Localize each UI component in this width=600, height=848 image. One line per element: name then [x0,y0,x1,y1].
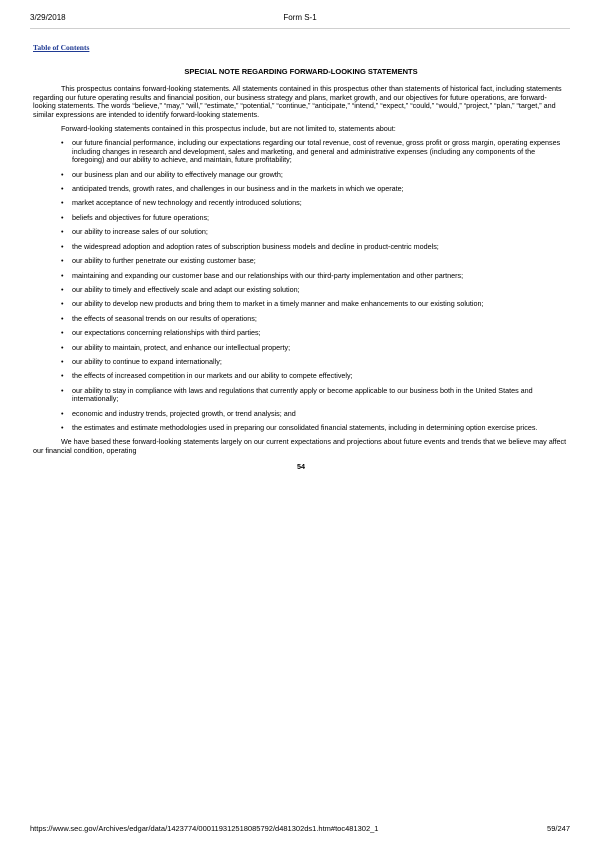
list-item-text: our ability to increase sales of our solution; [72,227,208,237]
bullet-icon: • [61,270,64,280]
lead-paragraph: Forward-looking statements contained in this prospectus include, but are not limited to, statements about: [61,124,396,134]
bullet-icon: • [61,422,64,432]
list-item [61,372,569,380]
bullet-icon: • [61,212,64,222]
closing-paragraph: We have based these forward-looking statements largely on our current expectations and projections about future events and trends that we believe may affect our financial condition, operating [33,437,567,455]
list-item [61,387,569,404]
list-item-text: beliefs and objectives for future operations; [72,212,210,222]
list-item-text: market acceptance of new technology and recently introduced solutions; [72,198,302,208]
footer-url[interactable]: https://www.sec.gov/Archives/edgar/data/1423774/000119312518085792/d481302ds1.htm#toc481302_1 [30,824,379,833]
table-of-contents-link[interactable]: Table of Contents [33,43,90,52]
bullet-icon: • [61,385,64,395]
list-item-text: anticipated trends, growth rates, and challenges in our business and in the markets in which we operate; [72,184,404,194]
forward-looking-list [33,139,569,432]
footer-page-count: 59/247 [547,824,570,833]
page-number: 54 [297,462,305,472]
list-item-text: our ability to develop new products and bring them to market in a timely manner and make enhancements to our existing solution; [72,299,484,309]
list-item [61,171,569,179]
bullet-icon: • [61,284,64,294]
list-item [61,410,569,418]
list-item-text: economic and industry trends, projected growth, or trend analysis; and [72,408,296,418]
list-item [61,214,569,222]
list-item [61,315,569,323]
list-item [61,286,569,294]
bullet-icon: • [61,227,64,237]
list-item [61,139,569,164]
form-name: Form S-1 [283,13,317,22]
list-item [61,358,569,366]
list-item [61,228,569,236]
list-item [61,272,569,280]
list-item [61,199,569,207]
list-item-text: our ability to further penetrate our existing customer base; [72,256,256,266]
bullet-icon: • [61,408,64,418]
list-item [61,344,569,352]
bullet-icon: • [61,356,64,366]
list-item-text: our ability to maintain, protect, and enhance our intellectual property; [72,342,291,352]
list-item [61,300,569,308]
document-body [33,68,569,472]
list-item-text: the effects of seasonal trends on our results of operations; [72,313,257,323]
list-item [61,243,569,251]
list-item-text: our ability to timely and effectively scale and adapt our existing solution; [72,284,300,294]
page-footer [30,824,570,834]
intro-paragraph: This prospectus contains forward-looking statements. All statements contained in this prospectus other than statements of historical fact, including statements regarding our future operating results and financial position, our business strategy and plans, market growth, and our objectives for future operations, are forward-looking statements. The words “believe,” “may,” “will,” “estimate,” “potential,” “continue,” “anticipate,” “intend,” “expect,” “could,” “would,” “project,” “plan,” “target,” and similar expressions are intended to identify forward-looking statements. [33,84,562,119]
bullet-icon: • [61,169,64,179]
list-item-text: the effects of increased competition in our markets and our ability to compete effectively; [72,371,353,381]
bullet-icon: • [61,256,64,266]
list-item-text: the estimates and estimate methodologies used in preparing our consolidated financial statements, including in determining option exercise prices. [72,422,538,432]
list-item [61,257,569,265]
list-item-text: the widespread adoption and adoption rates of subscription business models and decline in product-centric models; [72,241,439,251]
list-item-text: our ability to continue to expand internationally; [72,356,222,366]
bullet-icon: • [61,313,64,323]
list-item-text: maintaining and expanding our customer base and our relationships with our third-party implementation and other partners; [72,270,464,280]
bullet-icon: • [61,198,64,208]
list-item [61,185,569,193]
bullet-icon: • [61,138,64,148]
list-item-text: our business plan and our ability to effectively manage our growth; [72,169,283,179]
list-item-text: our ability to stay in compliance with laws and regulations that currently apply or become applicable to our business both in the United States and internationally; [72,385,533,404]
bullet-icon: • [61,241,64,251]
page-header [30,13,570,25]
list-item [61,424,569,432]
section-title: SPECIAL NOTE REGARDING FORWARD-LOOKING STATEMENTS [184,67,418,76]
list-item [61,329,569,337]
print-date: 3/29/2018 [30,13,66,22]
list-item-text: our future financial performance, including our expectations regarding our total revenue, cost of revenue, gross profit or gross margin, operating expenses including changes in research and development, sales and marketing, and general and administrative expenses (including any components of the foregoing) and our ability to achieve, and maintain, future profitability; [72,138,561,165]
bullet-icon: • [61,328,64,338]
header-divider [30,28,570,29]
bullet-icon: • [61,299,64,309]
bullet-icon: • [61,184,64,194]
bullet-icon: • [61,342,64,352]
bullet-icon: • [61,371,64,381]
list-item-text: our expectations concerning relationships with third parties; [72,328,261,338]
